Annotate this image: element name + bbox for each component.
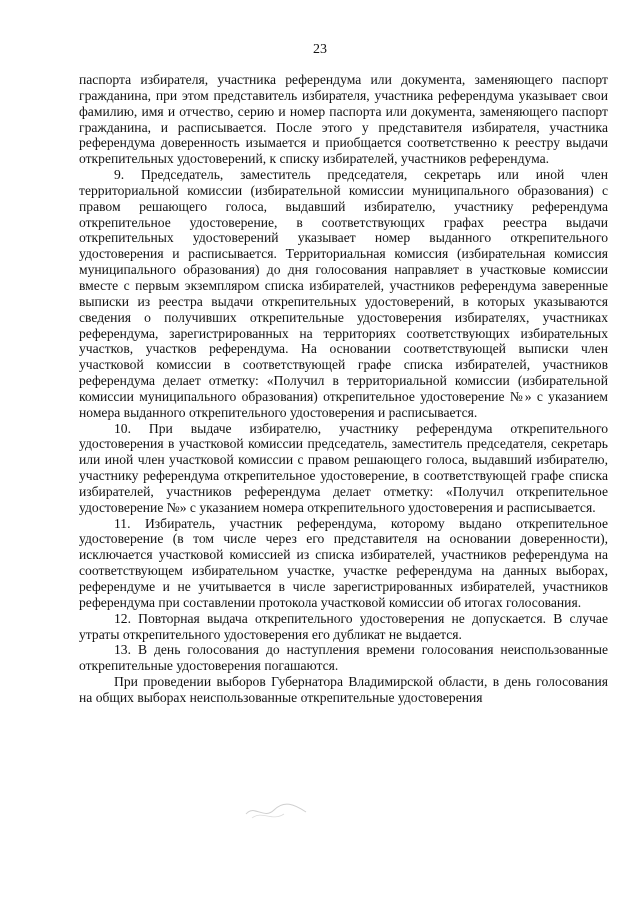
paragraph-item-10: 10. При выдаче избирателю, участнику референдума открепительного удостоверения в участковой комиссии председатель, заместитель председателя, секретарь или иной член участковой комиссии с правом решающего голоса, выдавший избирателю, участнику референдума открепительное удостоверение, в соответствующей графе списка избирателей, участников референдума делает отметку: «Получил открепительное удостоверение №» с указанием номера открепительного удостоверения и расписывается. <box>79 420 608 515</box>
page-number: 23 <box>313 42 327 57</box>
paragraph-continuation: паспорта избирателя, участника референдума или документа, заменяющего паспорт гражданина, при этом представитель избирателя, участника референдума указывает свои фамилию, имя и отчество, серию и номер паспорта или документа, заменяющего паспорт гражданина, и расписывается. После этого у представителя избирателя, участника референдума доверенность изымается и приобщается соответственно к реестру выдачи открепительных удостоверений, к списку избирателей, участников референдума. <box>79 72 608 167</box>
paragraph-item-13: 13. В день голосования до наступления времени голосования неиспользованные открепительные удостоверения погашаются. <box>79 642 608 674</box>
faint-stamp-mark-icon <box>244 800 308 822</box>
paragraph-item-9: 9. Председатель, заместитель председателя, секретарь или иной член территориальной комиссии (избирательной комиссии муниципального образования) с правом решающего голоса, выдавший избирателю, участнику референдума открепительное удостоверение, в соответствующих графах реестра выдачи открепительных удостоверений указывает номер выданного открепительного удостоверения и расписывается. Территориальная комиссия (избирательная комиссия муниципального образования) до дня голосования направляет в участковые комиссии вместе с первым экземпляром списка избирателей, участников референдума заверенные выписки из реестра выдачи открепительных удостоверений, в которых указываются сведения о получивших открепительные удостоверения избирателях, участниках референдума, зарегистрированных на территориях соответствующих избирательных участков, участков референдума. На основании соответствующей выписки член участковой комиссии в соответствующей графе списка избирателей, участников референдума делает отметку: «Получил в территориальной комиссии (избирательной комиссии муниципального образования) открепительное удостоверение №» с указанием номера выданного открепительного удостоверения и расписывается. <box>79 167 608 420</box>
paragraph-governor-elections: При проведении выборов Губернатора Владимирской области, в день голосования на общих выборах неиспользованные открепительные удостоверения <box>79 674 608 705</box>
document-body <box>79 72 608 706</box>
paragraph-item-12: 12. Повторная выдача открепительного удостоверения не допускается. В случае утраты открепительного удостоверения его дубликат не выдается. <box>79 610 608 642</box>
paragraph-item-11: 11. Избиратель, участник референдума, которому выдано открепительное удостоверение (в том числе через его представителя на основании доверенности), исключается участковой комиссией из списка избирателей, участников референдума на соответствующем избирательном участке, участке референдума на данных выборах, референдуме и не учитывается в числе зарегистрированных избирателей, участников референдума при составлении протокола участковой комиссии об итогах голосования. <box>79 515 608 610</box>
